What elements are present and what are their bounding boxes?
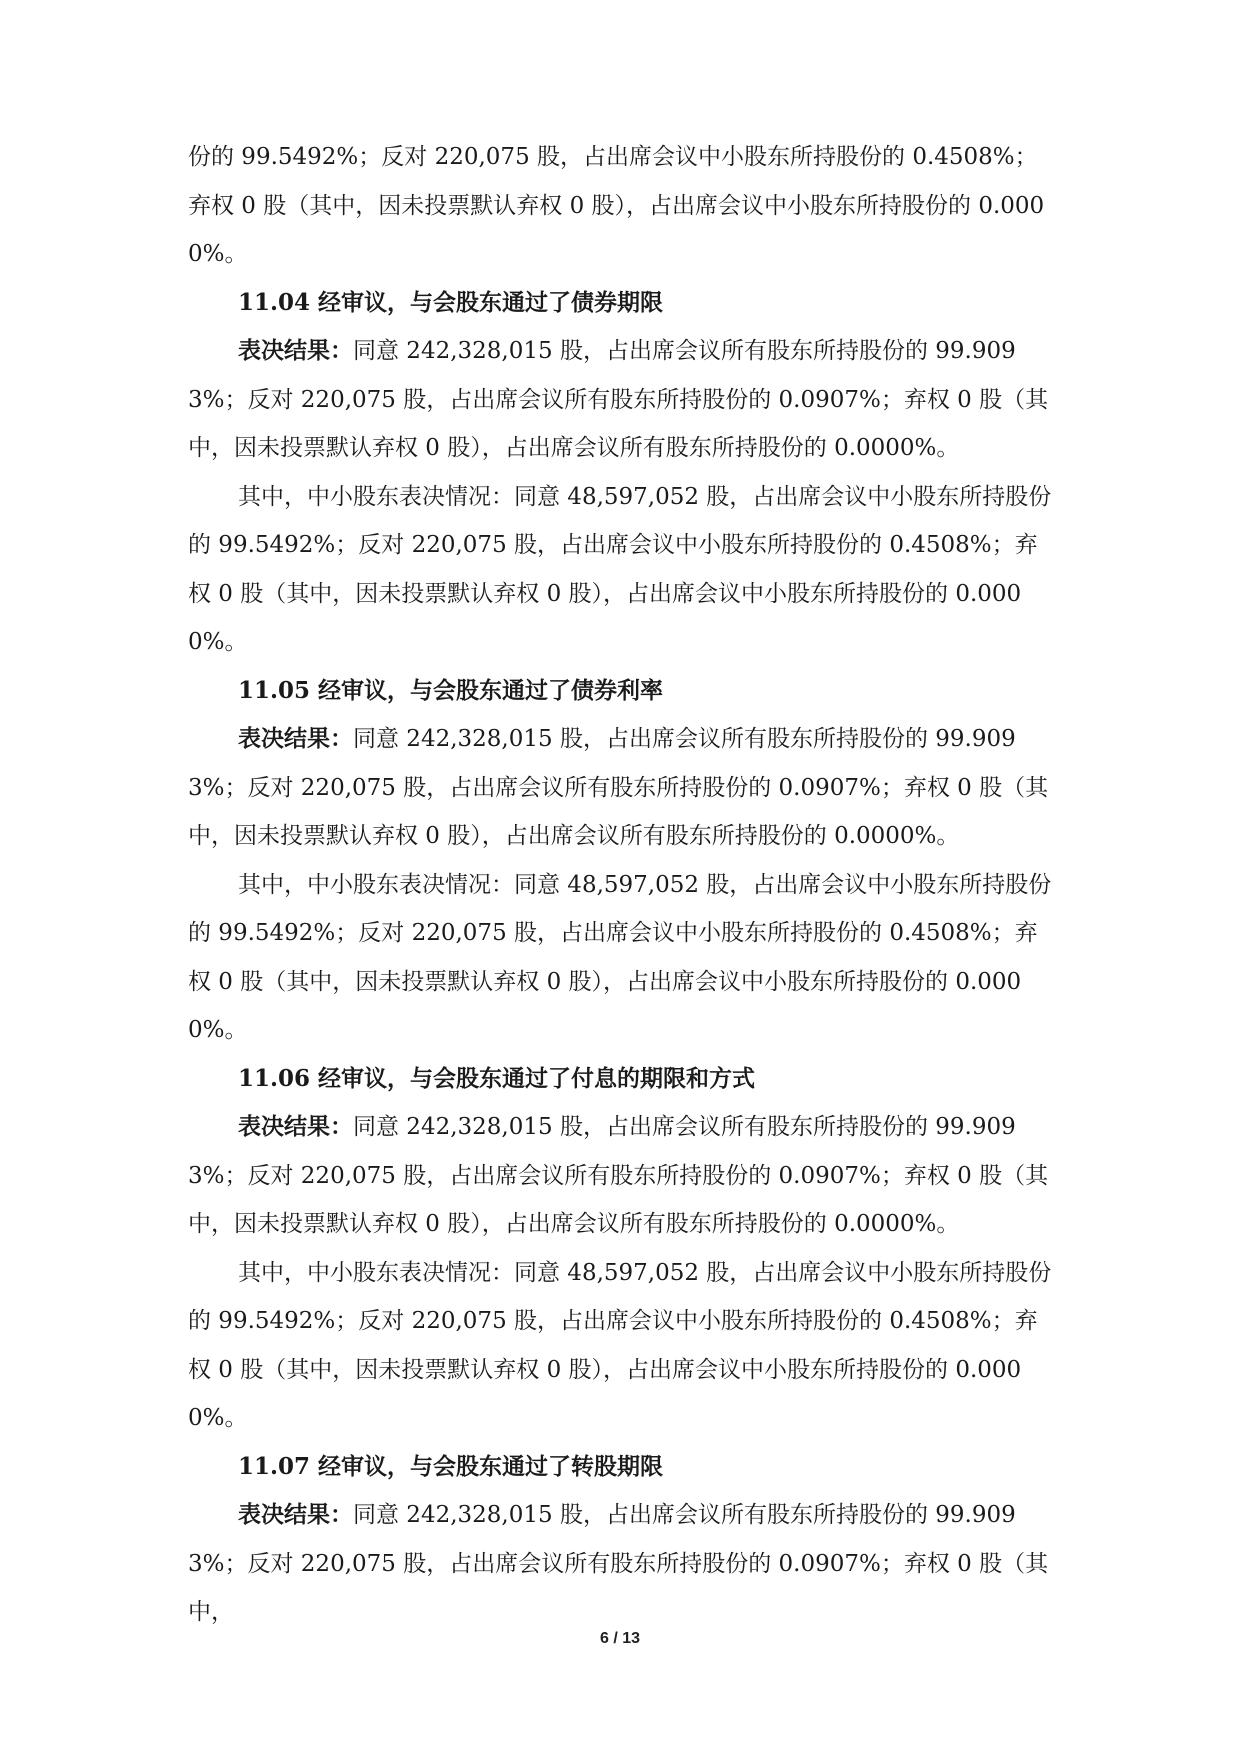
vote-result-text: 同意 242,328,015 股，占出席会议所有股东所持股份的 99.9093%；反对 220,075 股，占出席会议所有股东所持股份的 0.0907%；弃权 0 股（其中，因未投票默认弃权 0 股），占出席会议所有股东所持股份的 0.0000%。 xyxy=(188,1114,1049,1237)
vote-result-text: 同意 242,328,015 股，占出席会议所有股东所持股份的 99.9093%；反对 220,075 股，占出席会议所有股东所持股份的 0.0907%；弃权 0 股（其中，因未投票默认弃权 0 股），占出席会议所有股东所持股份的 0.0000%。 xyxy=(188,338,1049,461)
vote-result-label: 表决结果： xyxy=(238,1113,353,1140)
section-heading-11-05: 11.05 经审议，与会股东通过了债券利率 xyxy=(238,676,664,704)
minor-shareholder-paragraph: 其中，中小股东表决情况：同意 48,597,052 股，占出席会议中小股东所持股份的 99.5492%；反对 220,075 股，占出席会议中小股东所持股份的 0.4508%；弃权 0 股（其中，因未投票默认弃权 0 股），占出席会议中小股东所持股份的 0.0000%。 xyxy=(188,871,1052,1043)
vote-result-paragraph xyxy=(188,1491,1060,1637)
vote-result-text: 同意 242,328,015 股，占出席会议所有股东所持股份的 99.9093%；反对 220,075 股，占出席会议所有股东所持股份的 0.0907%；弃权 0 股（其中， xyxy=(188,1502,1049,1625)
paragraph-continuation: 份的 99.5492%；反对 220,075 股，占出席会议中小股东所持股份的 0.4508%；弃权 0 股（其中，因未投票默认弃权 0 股），占出席会议中小股东所持股份的 0.0000%。 xyxy=(188,144,1045,267)
minor-shareholder-paragraph: 其中，中小股东表决情况：同意 48,597,052 股，占出席会议中小股东所持股份的 99.5492%；反对 220,075 股，占出席会议中小股东所持股份的 0.4508%；弃权 0 股（其中，因未投票默认弃权 0 股），占出席会议中小股东所持股份的 0.0000%。 xyxy=(188,483,1052,655)
vote-result-paragraph xyxy=(188,327,1060,473)
vote-result-label: 表决结果： xyxy=(238,1501,353,1528)
vote-result-paragraph xyxy=(188,715,1060,861)
section-heading-11-07: 11.07 经审议，与会股东通过了转股期限 xyxy=(238,1452,664,1480)
vote-result-label: 表决结果： xyxy=(238,725,353,752)
document-page xyxy=(188,133,1060,1637)
section-heading-11-04: 11.04 经审议，与会股东通过了债券期限 xyxy=(238,288,664,316)
section-heading-11-06: 11.06 经审议，与会股东通过了付息的期限和方式 xyxy=(238,1064,756,1092)
vote-result-paragraph xyxy=(188,1103,1060,1249)
vote-result-text: 同意 242,328,015 股，占出席会议所有股东所持股份的 99.9093%；反对 220,075 股，占出席会议所有股东所持股份的 0.0907%；弃权 0 股（其中，因未投票默认弃权 0 股），占出席会议所有股东所持股份的 0.0000%。 xyxy=(188,726,1049,849)
minor-shareholder-paragraph: 其中，中小股东表决情况：同意 48,597,052 股，占出席会议中小股东所持股份的 99.5492%；反对 220,075 股，占出席会议中小股东所持股份的 0.4508%；弃权 0 股（其中，因未投票默认弃权 0 股），占出席会议中小股东所持股份的 0.0000%。 xyxy=(188,1259,1052,1431)
vote-result-label: 表决结果： xyxy=(238,337,353,364)
page-number: 6 / 13 xyxy=(599,1630,641,1647)
